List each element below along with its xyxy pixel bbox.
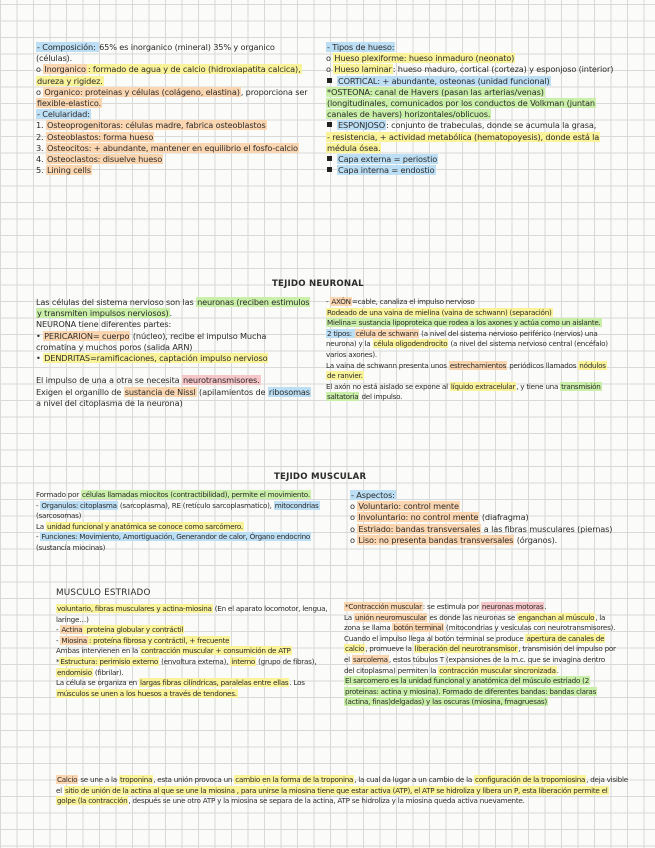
note-line	[326, 382, 626, 393]
note-line	[36, 165, 326, 176]
note-line	[36, 109, 326, 120]
text-segment: -	[36, 500, 41, 510]
text-segment: Funciones: Movimiento, Amortiguación, Generandor de calor, Órgano endocrino	[41, 532, 311, 542]
text-segment: Inorganico	[44, 64, 86, 75]
text-segment: o	[326, 53, 334, 64]
text-segment: Hueso plexiforme: hueso inmaduro (neonato)	[334, 53, 515, 64]
text-segment: 4.	[36, 154, 46, 165]
text-segment: (a nivel del sistema nervioso periférico (nervios) una	[419, 328, 598, 338]
striated-right-column	[344, 602, 634, 708]
text-segment: es donde las neuronas se	[427, 612, 518, 622]
text-segment: largas fibras cilíndricas, paralelas entre ellas	[139, 678, 289, 688]
note-line	[326, 76, 626, 87]
text-segment: zona se llama	[344, 623, 393, 633]
note-line	[344, 613, 634, 624]
note-line	[326, 371, 626, 382]
bone-right-column	[326, 42, 626, 176]
text-segment: : hueso maduro, cortical (corteza) y esponjoso (interior)	[392, 64, 614, 75]
text-segment: neurona) y la	[326, 339, 373, 349]
note-line	[36, 319, 326, 330]
text-segment: -	[36, 532, 41, 542]
note-line	[36, 331, 326, 342]
text-segment: .	[544, 602, 547, 611]
text-segment: del impulso.	[359, 392, 403, 402]
text-segment: Capa interna = endostio	[338, 165, 435, 176]
text-segment: (apilamientos de	[196, 386, 268, 397]
text-segment: o	[350, 501, 358, 512]
text-segment: o	[326, 64, 334, 75]
note-line	[326, 350, 626, 361]
text-segment: unidad funcional y anatómica se conoce como sarcómero.	[46, 521, 243, 531]
note-line	[36, 364, 326, 375]
text-segment: Actina	[61, 625, 83, 635]
note-line	[350, 512, 630, 523]
text-segment: sarcolema	[352, 654, 388, 664]
text-segment: músculos se unen a los huesos a través de tendones.	[57, 688, 237, 698]
text-segment: (En el aparato locomotor, lengua,	[212, 604, 328, 613]
text-segment: , deja visible	[586, 775, 628, 784]
note-line	[36, 342, 326, 353]
text-segment: liberación del neurotransmisor	[414, 644, 518, 654]
note-line	[56, 786, 636, 797]
text-segment: el	[344, 654, 352, 664]
text-segment: neurotransmisores.	[183, 375, 260, 386]
text-segment: - Composición:	[37, 42, 99, 52]
note-line	[36, 53, 326, 64]
text-segment: o	[350, 523, 358, 534]
text-segment: células llamadas miocitos (contractibilidad), permite el movimiento.	[81, 490, 310, 499]
text-segment: (a nivel del sistema nervioso central (encéfalo)	[448, 339, 608, 349]
text-segment: botón terminal	[393, 623, 444, 633]
text-segment: sitio de unión de la actina al que se une la miosina	[64, 785, 235, 795]
text-segment: Ambas intervienen en la	[56, 646, 141, 656]
text-segment: Exigen el organillo de	[36, 386, 124, 397]
text-segment: (longitudinales, comunicados por los conductos de Volkman (juntan	[327, 98, 595, 109]
text-segment: (diafragma)	[479, 512, 529, 523]
note-line	[350, 490, 630, 501]
text-segment: del citoplasma) permiten la	[344, 665, 439, 675]
text-segment: CORTICAL: + abundante, osteonas (unidad funcional)	[338, 75, 550, 86]
note-line	[36, 64, 326, 75]
text-segment: proteína globular y contráctil	[84, 625, 184, 635]
note-line	[326, 339, 626, 350]
note-line	[36, 387, 326, 398]
text-segment: Las células del sistema nervioso son las	[36, 297, 197, 307]
text-segment: Rodeado de una vaina de mielina (vaina de schwann) (separación)	[327, 307, 552, 317]
text-segment: La	[36, 521, 46, 531]
text-segment: (actina, finas)delgadas) y las oscuras (miosina, fmagruesas)	[345, 697, 547, 707]
text-segment: (sustancia miocinas)	[36, 542, 106, 552]
text-segment: •	[36, 330, 44, 341]
text-segment: 65% es inorganico (mineral) 35% y organico	[99, 42, 275, 52]
note-line	[36, 511, 336, 522]
text-segment: - resistencia, + actividad metabólica (hematopoyesis), donde está la	[327, 131, 600, 142]
note-line	[36, 87, 326, 98]
text-segment: Organico: proteinas y células (colágeno, elastina)	[44, 86, 240, 97]
note-line	[326, 143, 626, 154]
neuronal-right-column	[326, 297, 626, 403]
text-segment: *OSTEONA: canal de Havers (pasan las arterias/venas)	[327, 86, 544, 97]
text-segment: estrechamientos	[449, 360, 507, 370]
note-line	[56, 604, 336, 615]
text-segment: Estriado: bandas transversales	[358, 523, 481, 534]
text-segment: -	[56, 635, 61, 645]
text-segment: Osteoblastos: forma hueso	[46, 131, 154, 142]
section-title-neuronal: TEJIDO NEURONAL	[272, 279, 364, 289]
note-line	[56, 689, 336, 700]
note-line	[344, 634, 634, 645]
text-segment: Voluntario: control mente	[358, 501, 459, 512]
note-line	[326, 42, 626, 53]
note-line	[56, 796, 636, 807]
text-segment: voluntario, fibras musculares y actina-miosina	[57, 604, 212, 613]
note-line	[326, 98, 626, 109]
note-line	[344, 644, 634, 655]
text-segment: - Celularidad:	[37, 109, 90, 120]
text-segment: neuronas motoras	[481, 602, 544, 611]
text-segment: o	[350, 534, 358, 545]
note-line	[326, 318, 626, 329]
text-segment: (núcleo), recibe el impulso Mucha	[130, 330, 267, 341]
text-segment: apertura de canales de	[526, 633, 605, 643]
neuronal-left-column	[36, 297, 326, 409]
text-segment: .	[556, 665, 559, 675]
text-segment: neuronas (reciben estimulos	[197, 297, 310, 307]
note-line	[344, 623, 634, 634]
text-segment: Estructura: perimisio externo	[60, 656, 159, 666]
text-segment: NEURONA tiene diferentes partes:	[36, 319, 172, 330]
note-line	[344, 655, 634, 666]
text-segment: enganchan al músculo	[518, 612, 595, 622]
text-segment: (mitocondrias y vesículas con neurotransmisores).	[444, 623, 616, 633]
text-segment: ribosomas	[268, 386, 310, 397]
text-segment: médula ósea.	[327, 142, 381, 153]
text-segment: El sarcomero es la unidad funcional y anatómica del músculo estriado (2	[345, 676, 590, 686]
text-segment: Organulos: citoplasma	[41, 500, 117, 510]
text-segment: , la cual da lugar a un cambio de la	[354, 775, 475, 784]
note-line	[350, 524, 630, 535]
text-segment: La vaina de schwann presenta unos	[326, 360, 449, 370]
note-line	[36, 543, 336, 554]
note-line	[344, 602, 634, 613]
text-segment: canales de havers) horizontales/oblicuos.	[327, 109, 491, 120]
note-line	[56, 636, 336, 647]
text-segment: 5.	[36, 165, 46, 176]
note-line	[36, 120, 326, 131]
text-segment: (órganos).	[514, 534, 558, 545]
note-line	[326, 297, 626, 308]
text-segment: 3.	[36, 142, 46, 153]
note-line	[56, 775, 636, 786]
text-segment: Capa externa = periostio	[338, 154, 438, 165]
note-line	[344, 666, 634, 677]
text-segment: interno	[231, 656, 256, 666]
text-segment: (células).	[36, 53, 73, 64]
muscular-aspects-column	[350, 490, 630, 546]
text-segment: : proteína fibrosa y contráctil, + frecuente	[88, 635, 230, 645]
text-segment: nódulos	[579, 360, 606, 370]
note-line	[350, 501, 630, 512]
striated-left-column	[56, 604, 336, 699]
text-segment: - Aspectos:	[351, 490, 395, 500]
text-segment: , transmisión del impulso por	[518, 644, 616, 654]
note-line	[36, 375, 326, 386]
note-line	[326, 64, 626, 75]
text-segment: (envoltura externa),	[159, 656, 231, 666]
text-segment: (fibrilar).	[92, 667, 124, 677]
text-segment: contracción muscular sincronizada	[439, 665, 556, 675]
text-segment: ESPONJOSO	[338, 120, 386, 131]
text-segment: : formado de agua y de calcio (hidroxiapatita calcica),	[87, 64, 301, 75]
square-bullet-icon	[327, 122, 332, 127]
text-segment: dureza y rigidez.	[37, 75, 103, 86]
text-segment: contracción muscular + consumición de ATP	[141, 646, 291, 656]
text-segment: , y tiene una	[516, 381, 561, 391]
note-line	[344, 676, 634, 687]
text-segment: se une a la	[78, 775, 119, 784]
note-line	[36, 532, 336, 543]
text-segment: La	[344, 612, 354, 622]
text-segment: o	[36, 64, 44, 75]
text-segment: flexible-elastico.	[37, 98, 101, 109]
note-line	[326, 109, 626, 120]
text-segment: Osteoclastos: disuelve hueso	[46, 154, 163, 165]
text-segment: *	[56, 656, 60, 666]
note-line	[36, 98, 326, 109]
note-line	[36, 398, 326, 409]
text-segment: o	[350, 512, 358, 523]
text-segment: cromatina y muchos poros (salida ARN)	[36, 341, 193, 352]
text-segment: calcio	[345, 644, 365, 654]
text-segment: PERICARION= cuerpo	[44, 330, 130, 341]
note-line	[326, 154, 626, 165]
note-line	[36, 297, 326, 308]
note-line	[36, 490, 336, 501]
text-segment: Involuntario: no control mente	[358, 512, 479, 523]
note-line	[36, 42, 326, 53]
text-segment: célula oligodendrocito	[373, 339, 448, 349]
note-line	[36, 76, 326, 87]
note-line	[326, 392, 626, 403]
note-line	[326, 132, 626, 143]
text-segment: , estos túbulos T (expansiones de la m.c. que se invagina dentro	[388, 654, 606, 664]
note-line	[56, 668, 336, 679]
text-segment: saltatoria	[327, 392, 359, 402]
text-segment: Hueso laminar	[334, 64, 392, 75]
text-segment: y transmiten impulsos nerviosos)	[37, 308, 169, 319]
note-line	[36, 522, 336, 533]
text-segment: (grupo de fibras),	[256, 656, 317, 666]
text-segment: , para unirse la miosina tiene que estar activa (ATP), el ATP se hidroliza y libera un P, esta liberación permite el	[236, 785, 608, 795]
text-segment: Miosina	[61, 635, 87, 645]
text-segment: (sarcosomas)	[36, 511, 82, 521]
section-title-striated-muscle: MUSCULO ESTRIADO	[56, 588, 151, 598]
text-segment: el	[56, 785, 64, 795]
text-segment: DENDRITAS=ramificaciones, captación impulso nervioso	[44, 353, 268, 364]
text-segment: (sarcoplasma), RE (retículo sarcoplasmatico),	[117, 500, 274, 510]
text-segment: Osteocitos: + abundante, mantener en equilibrio el fosfo-calcio	[46, 142, 298, 153]
note-line	[326, 329, 626, 340]
note-line	[56, 657, 336, 668]
text-segment: -	[326, 297, 331, 306]
note-line	[326, 361, 626, 372]
text-segment: cambio en la forma de la troponina	[235, 775, 354, 784]
text-segment: . Los	[289, 678, 305, 688]
muscular-bottom-paragraph	[56, 775, 636, 807]
text-segment: La célula se organiza en	[56, 678, 139, 688]
text-segment: o	[36, 86, 44, 97]
note-line	[36, 132, 326, 143]
note-line	[36, 154, 326, 165]
square-bullet-icon	[327, 156, 332, 161]
text-segment: : se estimula por	[422, 602, 481, 611]
text-segment: Mielina= sustancia lipoproteica que rodea a los axones y actúa como un aislante.	[327, 318, 601, 328]
section-title-muscular: TEJIDO MUSCULAR	[274, 472, 367, 482]
note-line	[326, 87, 626, 98]
text-segment: transmisión	[561, 381, 601, 391]
text-segment: endomisio	[57, 667, 92, 677]
text-segment: , esta unión provoca un	[153, 775, 235, 784]
text-segment: Calcio	[57, 775, 78, 784]
note-line	[56, 615, 336, 626]
text-segment: .	[169, 308, 172, 319]
text-segment: líquido extracelular	[450, 381, 516, 391]
note-line	[326, 120, 626, 131]
text-segment: Liso: no presenta bandas transversales	[358, 534, 514, 545]
note-line	[36, 308, 326, 319]
text-segment: •	[36, 353, 44, 364]
text-segment: periódicos llamados	[507, 360, 579, 370]
text-segment: 1.	[36, 120, 46, 131]
text-segment: - Tipos de hueso:	[327, 42, 395, 52]
text-segment: a las fibras musculares (piernas)	[481, 523, 613, 534]
text-segment: El axón no está aislado se expone al	[326, 381, 450, 391]
note-line	[36, 501, 336, 512]
text-segment: , proporciona ser	[240, 86, 308, 97]
text-segment: AXÓN	[331, 297, 351, 306]
text-segment: -	[56, 625, 61, 635]
text-segment: golpe (la contracción	[57, 796, 128, 806]
text-segment: , promueve la	[365, 644, 414, 654]
text-segment: troponina	[119, 775, 153, 784]
note-line	[350, 535, 630, 546]
note-line	[36, 143, 326, 154]
square-bullet-icon	[327, 78, 332, 83]
text-segment: mitocondrias	[274, 500, 319, 510]
note-line	[326, 165, 626, 176]
note-line	[56, 678, 336, 689]
text-segment: *Contracción muscular	[345, 602, 422, 611]
note-line	[56, 625, 336, 636]
note-line	[344, 697, 634, 708]
text-segment: unión neuromuscular	[354, 612, 427, 622]
bone-left-column	[36, 42, 326, 176]
text-segment: 2.	[36, 131, 46, 142]
text-segment: a nivel del citoplasma de la neurona)	[36, 397, 183, 408]
text-segment: , después se une otro ATP y la miosina se separa de la actina, ATP se hidroliza y la miosina queda activa nuevamente.	[128, 796, 525, 806]
text-segment: El impulso de una a otra se necesita	[36, 375, 182, 386]
text-segment: laringe…)	[56, 614, 89, 624]
text-segment: célula de schwann	[355, 328, 419, 338]
text-segment: 2 tipos:	[327, 328, 354, 338]
text-segment: : conjunto de trabeculas, donde se acumula la grasa,	[386, 120, 597, 131]
text-segment: de ranvier.	[327, 371, 363, 381]
muscular-left-column	[36, 490, 336, 554]
note-line	[344, 687, 634, 698]
text-segment: sustancia de Nissl	[124, 386, 196, 397]
text-segment: =cable, canaliza el impulso nervioso	[351, 297, 475, 306]
note-line	[56, 646, 336, 657]
text-segment: varios axones).	[326, 349, 377, 359]
note-line	[326, 53, 626, 64]
text-segment: proteinas: actina y miosina). Formado de diferentes bandas: bandas claras	[345, 686, 597, 696]
note-line	[326, 308, 626, 319]
text-segment: , la	[595, 612, 606, 622]
text-segment: Osteoprogenitoras: células madre, fabrica osteoblastos	[46, 120, 266, 131]
text-segment: Cuando el impulso llega al botón terminal se produce	[344, 633, 526, 643]
text-segment: configuración de la tropomiosina	[475, 775, 586, 784]
square-bullet-icon	[327, 167, 332, 172]
text-segment: Lining cells	[46, 165, 91, 176]
text-segment: Formado por	[36, 490, 81, 499]
note-line	[36, 353, 326, 364]
